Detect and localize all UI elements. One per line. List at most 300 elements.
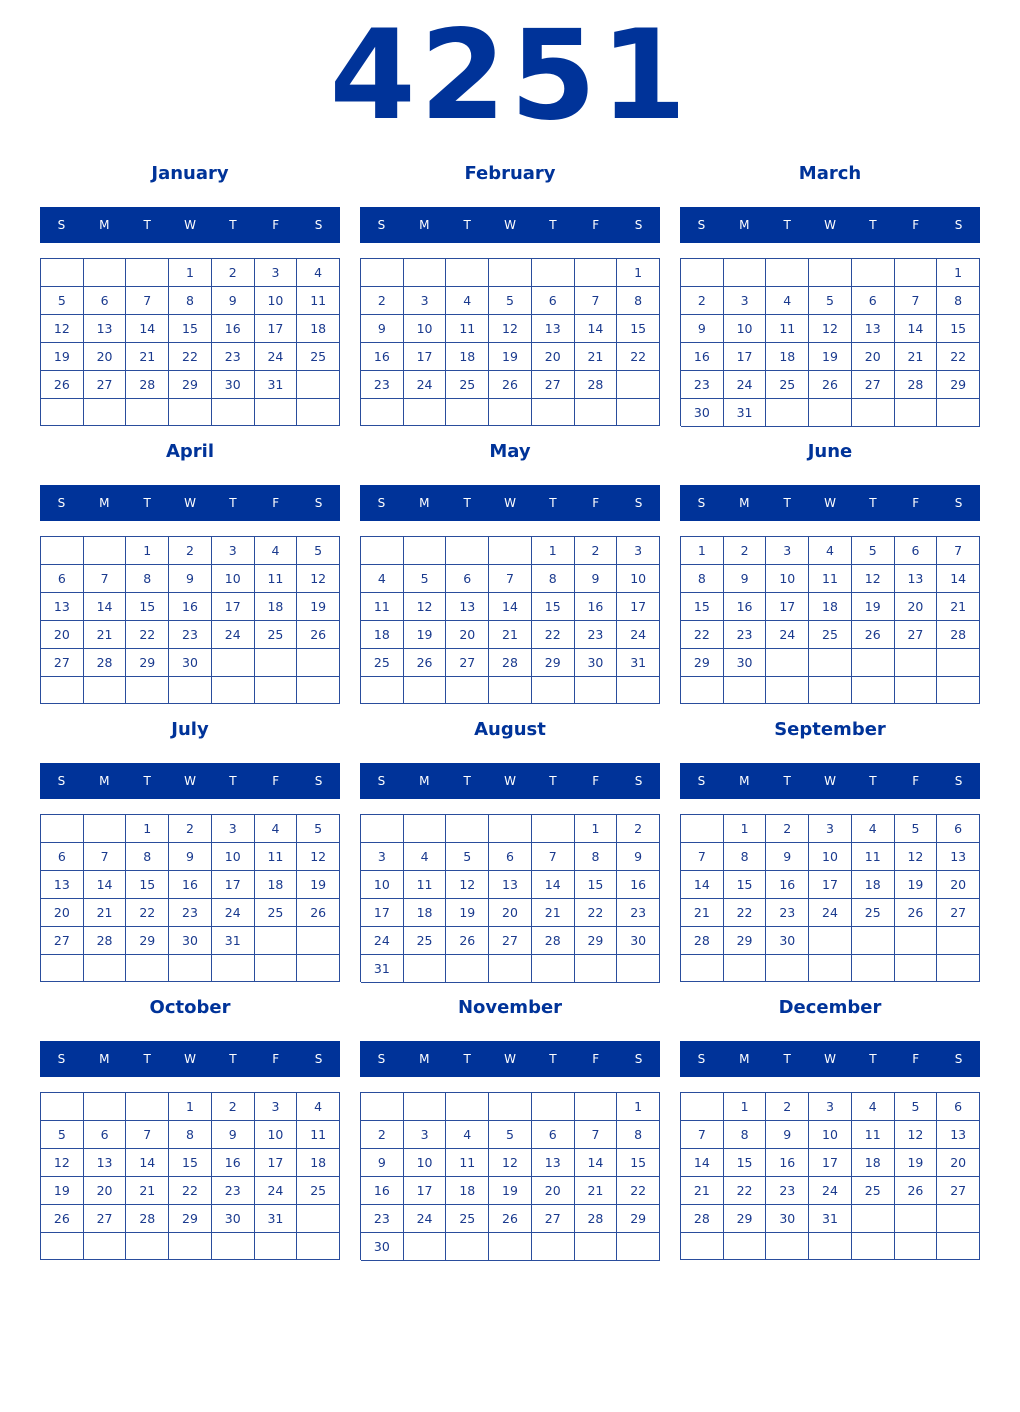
empty-cell	[361, 677, 404, 704]
empty-cell	[404, 1233, 447, 1261]
weekday-label: W	[184, 496, 196, 510]
weekday-header	[680, 485, 980, 521]
day-cell: 7	[937, 537, 980, 565]
empty-cell	[361, 537, 404, 565]
weekday-label: S	[314, 218, 323, 232]
day-cell: 28	[126, 371, 169, 399]
empty-cell	[937, 399, 980, 427]
empty-cell	[895, 1233, 938, 1260]
day-cell: 6	[84, 287, 127, 315]
day-cell: 20	[84, 343, 127, 371]
weekday-label: F	[592, 774, 600, 788]
day-cell: 5	[41, 1121, 84, 1149]
day-cell: 2	[212, 1093, 255, 1121]
month-name: December	[778, 997, 882, 1018]
day-cell: 26	[489, 371, 532, 399]
day-cell: 26	[446, 927, 489, 955]
day-cell: 10	[809, 1121, 852, 1149]
empty-cell	[446, 259, 489, 287]
empty-cell	[937, 1205, 980, 1233]
empty-cell	[126, 399, 169, 426]
empty-cell	[126, 677, 169, 704]
weekday-label: W	[184, 1052, 196, 1066]
day-cell: 4	[404, 843, 447, 871]
day-cell: 15	[617, 1149, 660, 1177]
day-cell: 30	[617, 927, 660, 955]
empty-cell	[212, 399, 255, 426]
day-cell: 21	[575, 343, 618, 371]
day-cell: 16	[169, 593, 212, 621]
day-cell: 25	[255, 621, 298, 649]
empty-cell	[212, 1233, 255, 1260]
empty-cell	[84, 259, 127, 287]
day-cell: 3	[724, 287, 767, 315]
day-cell: 17	[809, 871, 852, 899]
weekday-label: W	[824, 1052, 836, 1066]
day-cell: 10	[617, 565, 660, 593]
day-cell: 29	[724, 927, 767, 955]
day-grid	[680, 814, 980, 982]
empty-cell	[575, 677, 618, 704]
day-cell: 17	[212, 871, 255, 899]
empty-cell	[681, 1233, 724, 1260]
day-cell: 28	[895, 371, 938, 399]
weekday-label: W	[504, 774, 516, 788]
month-name: April	[165, 441, 215, 462]
day-cell: 22	[724, 899, 767, 927]
day-cell: 11	[255, 843, 298, 871]
day-cell: 29	[937, 371, 980, 399]
day-cell: 8	[169, 1121, 212, 1149]
day-cell: 25	[446, 371, 489, 399]
day-cell: 14	[126, 1149, 169, 1177]
day-cell: 30	[766, 1205, 809, 1233]
empty-cell	[681, 1093, 724, 1121]
day-cell: 22	[169, 343, 212, 371]
day-cell: 18	[446, 343, 489, 371]
day-cell: 22	[617, 343, 660, 371]
day-cell: 26	[489, 1205, 532, 1233]
weekday-label: T	[143, 1052, 151, 1066]
weekday-label: S	[377, 774, 386, 788]
day-cell: 27	[532, 1205, 575, 1233]
weekday-label: T	[869, 1052, 877, 1066]
empty-cell	[575, 955, 618, 983]
day-cell: 29	[169, 371, 212, 399]
empty-cell	[255, 927, 298, 955]
weekday-label: S	[954, 774, 963, 788]
day-cell: 20	[489, 899, 532, 927]
weekday-label: T	[229, 774, 237, 788]
day-cell: 3	[404, 287, 447, 315]
day-cell: 13	[41, 871, 84, 899]
day-cell: 11	[852, 843, 895, 871]
day-cell: 15	[126, 593, 169, 621]
day-cell: 29	[681, 649, 724, 677]
weekday-label: S	[634, 496, 643, 510]
empty-cell	[489, 677, 532, 704]
day-cell: 8	[126, 843, 169, 871]
empty-cell	[766, 1233, 809, 1260]
weekday-label: S	[697, 496, 706, 510]
empty-cell	[532, 259, 575, 287]
day-cell: 15	[575, 871, 618, 899]
weekday-label: W	[184, 218, 196, 232]
day-cell: 22	[126, 621, 169, 649]
weekday-label: S	[377, 496, 386, 510]
weekday-label: F	[272, 1052, 280, 1066]
weekday-label: T	[869, 218, 877, 232]
empty-cell	[809, 677, 852, 704]
day-cell: 29	[126, 927, 169, 955]
weekday-label: T	[229, 218, 237, 232]
empty-cell	[446, 815, 489, 843]
day-cell: 23	[766, 899, 809, 927]
day-cell: 28	[937, 621, 980, 649]
empty-cell	[766, 955, 809, 982]
weekday-label: T	[463, 1052, 471, 1066]
day-cell: 2	[361, 287, 404, 315]
empty-cell	[489, 259, 532, 287]
day-cell: 28	[532, 927, 575, 955]
weekday-header	[40, 1041, 340, 1077]
day-cell: 12	[297, 843, 340, 871]
day-cell: 9	[361, 1149, 404, 1177]
day-cell: 3	[212, 815, 255, 843]
empty-cell	[681, 677, 724, 704]
day-cell: 30	[766, 927, 809, 955]
day-cell: 23	[361, 371, 404, 399]
day-cell: 21	[575, 1177, 618, 1205]
weekday-label: M	[739, 1052, 750, 1066]
weekday-label: M	[739, 218, 750, 232]
weekday-label: M	[739, 496, 750, 510]
weekday-label: F	[272, 774, 280, 788]
day-cell: 3	[809, 1093, 852, 1121]
weekday-header	[40, 763, 340, 799]
empty-cell	[895, 955, 938, 982]
day-cell: 18	[404, 899, 447, 927]
day-cell: 3	[212, 537, 255, 565]
empty-cell	[126, 1233, 169, 1260]
empty-cell	[895, 259, 938, 287]
weekday-header	[680, 207, 980, 243]
day-cell: 1	[532, 537, 575, 565]
empty-cell	[446, 677, 489, 704]
day-cell: 27	[41, 649, 84, 677]
weekday-header	[360, 1041, 660, 1077]
empty-cell	[532, 1233, 575, 1261]
empty-cell	[361, 259, 404, 287]
day-cell: 18	[297, 315, 340, 343]
day-cell: 28	[575, 371, 618, 399]
day-cell: 12	[41, 315, 84, 343]
empty-cell	[169, 1233, 212, 1260]
day-cell: 14	[895, 315, 938, 343]
weekday-label: T	[869, 774, 877, 788]
day-cell: 4	[297, 1093, 340, 1121]
day-cell: 1	[617, 1093, 660, 1121]
empty-cell	[617, 371, 660, 399]
day-cell: 20	[937, 1149, 980, 1177]
day-cell: 21	[84, 621, 127, 649]
day-cell: 14	[489, 593, 532, 621]
day-cell: 29	[724, 1205, 767, 1233]
day-cell: 16	[212, 1149, 255, 1177]
day-cell: 26	[895, 1177, 938, 1205]
empty-cell	[809, 927, 852, 955]
day-cell: 5	[489, 1121, 532, 1149]
empty-cell	[895, 1205, 938, 1233]
empty-cell	[404, 955, 447, 983]
day-cell: 27	[489, 927, 532, 955]
weekday-label: F	[592, 218, 600, 232]
day-cell: 18	[255, 593, 298, 621]
day-cell: 22	[169, 1177, 212, 1205]
day-cell: 19	[489, 1177, 532, 1205]
weekday-header	[40, 207, 340, 243]
day-cell: 9	[212, 287, 255, 315]
day-cell: 4	[297, 259, 340, 287]
weekday-label: F	[592, 496, 600, 510]
day-cell: 17	[404, 1177, 447, 1205]
day-cell: 17	[724, 343, 767, 371]
day-cell: 7	[84, 565, 127, 593]
weekday-label: T	[463, 218, 471, 232]
day-cell: 31	[255, 1205, 298, 1233]
day-cell: 31	[212, 927, 255, 955]
empty-cell	[297, 649, 340, 677]
day-cell: 9	[212, 1121, 255, 1149]
day-cell: 14	[575, 1149, 618, 1177]
day-cell: 7	[532, 843, 575, 871]
day-cell: 25	[404, 927, 447, 955]
day-cell: 20	[446, 621, 489, 649]
weekday-label: W	[824, 774, 836, 788]
day-cell: 18	[766, 343, 809, 371]
day-cell: 13	[446, 593, 489, 621]
weekday-label: S	[57, 218, 66, 232]
day-cell: 19	[489, 343, 532, 371]
empty-cell	[724, 955, 767, 982]
empty-cell	[297, 1233, 340, 1260]
empty-cell	[895, 649, 938, 677]
day-cell: 17	[255, 315, 298, 343]
day-cell: 20	[895, 593, 938, 621]
weekday-label: S	[634, 218, 643, 232]
weekday-label: M	[99, 218, 110, 232]
empty-cell	[446, 1233, 489, 1261]
day-cell: 24	[724, 371, 767, 399]
empty-cell	[724, 677, 767, 704]
day-cell: 4	[446, 1121, 489, 1149]
day-cell: 15	[169, 1149, 212, 1177]
empty-cell	[84, 677, 127, 704]
empty-cell	[937, 649, 980, 677]
empty-cell	[404, 537, 447, 565]
day-cell: 17	[766, 593, 809, 621]
day-cell: 15	[724, 1149, 767, 1177]
empty-cell	[41, 537, 84, 565]
weekday-label: S	[954, 1052, 963, 1066]
day-cell: 7	[575, 287, 618, 315]
day-cell: 12	[895, 1121, 938, 1149]
day-cell: 27	[41, 927, 84, 955]
empty-cell	[852, 649, 895, 677]
day-cell: 1	[169, 1093, 212, 1121]
empty-cell	[297, 927, 340, 955]
day-cell: 18	[852, 1149, 895, 1177]
weekday-label: T	[229, 496, 237, 510]
weekday-label: T	[463, 774, 471, 788]
day-cell: 13	[41, 593, 84, 621]
weekday-label: F	[912, 774, 920, 788]
day-cell: 24	[404, 1205, 447, 1233]
day-cell: 14	[126, 315, 169, 343]
empty-cell	[532, 815, 575, 843]
empty-cell	[297, 955, 340, 982]
day-grid	[40, 258, 340, 426]
day-cell: 5	[489, 287, 532, 315]
day-cell: 14	[681, 871, 724, 899]
weekday-label: T	[143, 218, 151, 232]
month-name: August	[474, 719, 546, 740]
day-cell: 28	[489, 649, 532, 677]
empty-cell	[575, 259, 618, 287]
weekday-label: S	[377, 218, 386, 232]
day-cell: 22	[532, 621, 575, 649]
day-cell: 30	[169, 649, 212, 677]
day-cell: 28	[84, 927, 127, 955]
empty-cell	[724, 1233, 767, 1260]
day-cell: 17	[617, 593, 660, 621]
weekday-label: S	[634, 774, 643, 788]
empty-cell	[575, 1093, 618, 1121]
day-cell: 24	[255, 343, 298, 371]
day-cell: 10	[766, 565, 809, 593]
day-grid	[360, 258, 660, 426]
empty-cell	[361, 1093, 404, 1121]
day-cell: 17	[404, 343, 447, 371]
day-grid	[40, 536, 340, 704]
day-cell: 6	[489, 843, 532, 871]
empty-cell	[937, 1233, 980, 1260]
day-cell: 15	[617, 315, 660, 343]
weekday-label: T	[549, 218, 557, 232]
day-cell: 22	[937, 343, 980, 371]
day-cell: 10	[255, 287, 298, 315]
day-cell: 19	[895, 1149, 938, 1177]
empty-cell	[84, 399, 127, 426]
day-cell: 14	[84, 871, 127, 899]
empty-cell	[361, 815, 404, 843]
day-cell: 2	[169, 815, 212, 843]
day-cell: 1	[126, 815, 169, 843]
weekday-header	[680, 763, 980, 799]
weekday-label: M	[739, 774, 750, 788]
day-cell: 15	[724, 871, 767, 899]
day-cell: 11	[766, 315, 809, 343]
day-cell: 30	[575, 649, 618, 677]
day-cell: 25	[446, 1205, 489, 1233]
month-name: July	[171, 719, 209, 740]
day-cell: 26	[404, 649, 447, 677]
day-cell: 27	[84, 1205, 127, 1233]
day-cell: 26	[895, 899, 938, 927]
empty-cell	[532, 1093, 575, 1121]
weekday-label: S	[954, 218, 963, 232]
day-cell: 7	[895, 287, 938, 315]
empty-cell	[809, 259, 852, 287]
day-cell: 5	[41, 287, 84, 315]
day-cell: 17	[212, 593, 255, 621]
day-cell: 1	[937, 259, 980, 287]
day-cell: 19	[404, 621, 447, 649]
day-cell: 11	[852, 1121, 895, 1149]
weekday-label: F	[912, 1052, 920, 1066]
day-cell: 24	[766, 621, 809, 649]
weekday-label: S	[697, 1052, 706, 1066]
day-cell: 12	[809, 315, 852, 343]
day-cell: 5	[404, 565, 447, 593]
weekday-label: W	[824, 218, 836, 232]
month-name: January	[151, 163, 229, 184]
day-cell: 30	[724, 649, 767, 677]
empty-cell	[84, 1233, 127, 1260]
weekday-label: T	[783, 218, 791, 232]
day-cell: 8	[126, 565, 169, 593]
empty-cell	[41, 955, 84, 982]
empty-cell	[84, 815, 127, 843]
day-grid	[40, 814, 340, 982]
day-cell: 6	[895, 537, 938, 565]
day-cell: 1	[681, 537, 724, 565]
day-grid	[680, 536, 980, 704]
day-cell: 13	[84, 1149, 127, 1177]
day-cell: 27	[532, 371, 575, 399]
day-cell: 6	[532, 1121, 575, 1149]
empty-cell	[532, 955, 575, 983]
day-cell: 11	[446, 315, 489, 343]
day-cell: 29	[575, 927, 618, 955]
empty-cell	[169, 677, 212, 704]
day-grid	[40, 1092, 340, 1260]
day-cell: 3	[766, 537, 809, 565]
weekday-label: M	[419, 496, 430, 510]
day-cell: 1	[724, 1093, 767, 1121]
day-cell: 14	[532, 871, 575, 899]
empty-cell	[937, 677, 980, 704]
day-cell: 2	[766, 1093, 809, 1121]
day-cell: 26	[852, 621, 895, 649]
day-cell: 13	[852, 315, 895, 343]
day-cell: 25	[361, 649, 404, 677]
day-cell: 6	[852, 287, 895, 315]
month-name: May	[489, 441, 531, 462]
day-cell: 23	[212, 343, 255, 371]
day-cell: 15	[126, 871, 169, 899]
day-cell: 9	[169, 565, 212, 593]
empty-cell	[766, 649, 809, 677]
weekday-label: S	[314, 1052, 323, 1066]
day-cell: 16	[361, 343, 404, 371]
day-cell: 24	[361, 927, 404, 955]
empty-cell	[126, 259, 169, 287]
empty-cell	[169, 955, 212, 982]
empty-cell	[41, 677, 84, 704]
day-cell: 29	[532, 649, 575, 677]
day-cell: 16	[766, 1149, 809, 1177]
